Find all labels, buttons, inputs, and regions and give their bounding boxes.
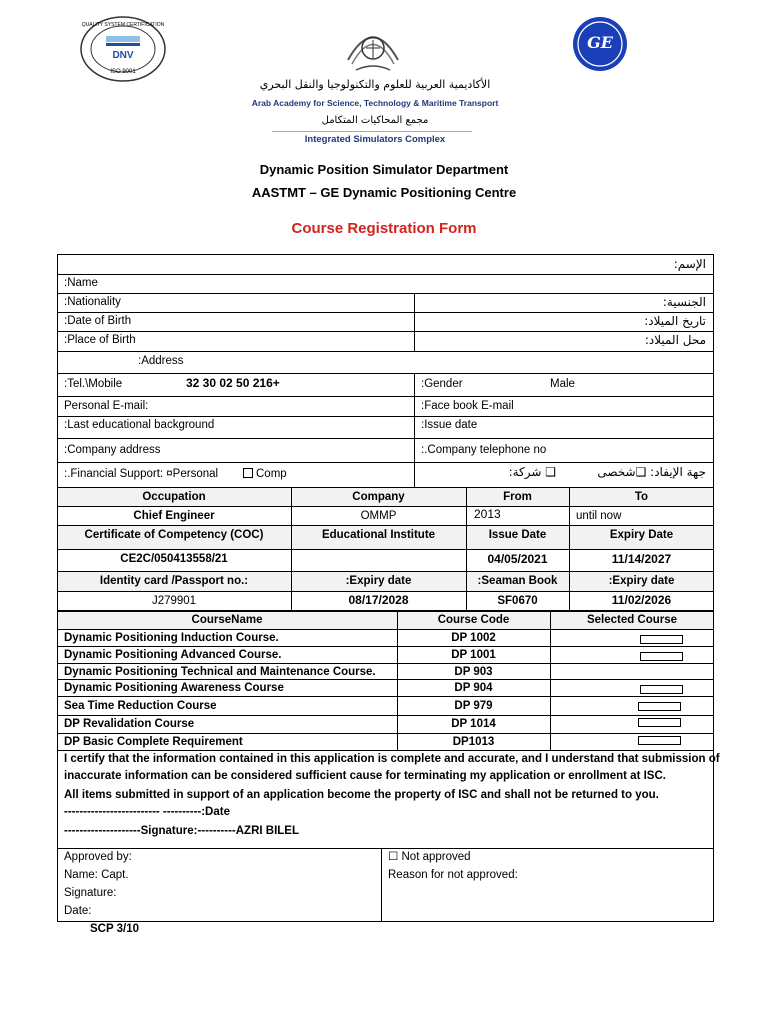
dob-label[interactable]: :Date of Birth [64,315,132,327]
name-arabic-label: الإسم: [673,257,706,271]
course-select-checkbox[interactable] [638,736,681,745]
course-code: DP 1002 [451,632,496,644]
from-header: From [503,491,532,503]
course-select-checkbox[interactable] [640,635,683,644]
course-name: Sea Time Reduction Course [64,700,217,712]
course-code: DP 904 [454,682,493,694]
centre-title: AASTMT – GE Dynamic Positioning Centre [251,185,517,200]
passport-expiry-value: 08/17/2028 [348,593,409,607]
company-address-label[interactable]: :Company address [64,444,161,456]
course-name: Dynamic Positioning Awareness Course [64,682,284,694]
course-name: DP Revalidation Course [64,718,195,730]
academy-emblem [338,20,408,75]
course-code: DP1013 [452,736,495,748]
dnv-top-text: QUALITY SYSTEM CERTIFICATION [81,22,165,28]
coc-expiry-date-value: 11/14/2027 [611,552,672,566]
expiry-date-header: Expiry Date [609,529,674,541]
name-label[interactable]: :Name [64,277,98,289]
approver-signature-label: Signature: [64,887,117,899]
signature-line[interactable]: --------------------Signature:----------AZRI BILEL [64,825,299,837]
complex-arabic-name: مجمع المحاكيات المتكامل [321,115,429,126]
coc-header: Certificate of Competency (COC) [84,529,264,541]
course-code: DP 979 [454,700,493,712]
course-name: DP Basic Complete Requirement [64,736,243,748]
company-arabic-option[interactable]: ❑ شركة: [508,465,556,479]
coc-issue-date-value: 04/05/2021 [487,552,548,566]
tel-value: 32 30 02 50 216+ [186,376,280,390]
course-select-checkbox[interactable] [640,652,683,661]
occupation-header: Occupation [142,491,206,503]
email-label[interactable]: Personal E-mail: [64,400,149,412]
pob-label[interactable]: :Place of Birth [64,334,136,346]
dnv-logo [78,14,168,84]
financial-arabic-label: جهة الإيفاد: ❑شخصى [597,465,706,479]
nationality-arabic-label: الجنسية: [662,295,706,309]
coc-value: CE2C/050413558/21 [120,553,228,565]
academy-english-name: Arab Academy for Science, Technology & Maritime Transport [251,98,499,108]
approval-block [57,848,714,922]
nationality-label[interactable]: :Nationality [64,296,121,308]
to-header: To [634,491,649,503]
issue-date-label[interactable]: :Issue date [421,419,478,431]
course-select-checkbox[interactable] [640,685,683,694]
course-code: DP 1001 [451,649,496,661]
dnv-text: DNV [112,50,134,61]
course-select-checkbox[interactable] [638,702,681,711]
gender-value: Male [550,378,575,390]
certification-text-3: All items submitted in support of an application become the property of ISC and shall not be returned to you. [64,789,659,801]
address-label[interactable]: :Address [138,355,184,367]
company-header: Company [352,491,405,503]
course-name: Dynamic Positioning Technical and Maintenance Course. [64,666,376,678]
comp-label: Comp [256,468,287,480]
approved-by-label: Approved by: [64,851,132,863]
course-select-checkbox[interactable] [638,718,681,727]
course-name-header: CourseName [191,614,263,626]
gender-label[interactable]: :Gender [421,378,463,390]
selected-course-header: Selected Course [586,614,678,626]
institute-header: Educational Institute [321,529,436,541]
not-approved-checkbox[interactable]: ☐ Not approved [388,851,471,863]
dnv-bottom-text: ISO 9001 [110,69,136,75]
occupation-value: Chief Engineer [133,510,215,522]
seaman-expiry-header: :Expiry date [608,575,675,587]
dob-arabic-label: تاريخ الميلاد: [644,314,706,328]
company-tel-label[interactable]: :.Company telephone no [421,444,547,456]
issue-date-header: Issue Date [488,529,547,541]
department-title: Dynamic Position Simulator Department [259,162,509,177]
seaman-book-value: SF0670 [497,595,538,607]
academy-arabic-name: الأكاديمية العربية للعلوم والتكنولوجيا والنقل البحري [259,78,491,91]
complex-divider [272,131,472,132]
seaman-book-header: :Seaman Book [477,575,558,587]
education-label[interactable]: :Last educational background [64,419,215,431]
comp-checkbox[interactable] [243,468,253,478]
company-value: OMMP [360,510,397,522]
passport-header: Identity card /Passport no.: [99,575,249,587]
course-name: Dynamic Positioning Advanced Course. [64,649,282,661]
course-code: DP 903 [454,666,493,678]
to-value: until now [576,510,622,522]
approval-date-label: Date: [64,905,92,917]
approver-name-label: Name: Capt. [64,869,129,881]
reason-not-approved-label: Reason for not approved: [388,869,518,881]
facebook-label[interactable]: :Face book E-mail [421,400,514,412]
form-code: SCP 3/10 [90,923,140,935]
pob-arabic-label: محل الميلاد: [644,333,706,347]
form-title: Course Registration Form [291,220,477,237]
complex-english-name: Integrated Simulators Complex [304,134,446,145]
course-code-header: Course Code [437,614,510,626]
passport-expiry-header: :Expiry date [345,575,412,587]
certification-text-1: I certify that the information contained in this application is complete and accurate, and I understand that submission of [64,753,720,765]
financial-support-label[interactable]: :.Financial Support: ¤Personal [64,468,219,480]
from-value: 2013 [474,507,501,521]
seaman-expiry-value: 11/02/2026 [611,593,672,607]
course-code: DP 1014 [451,718,496,730]
date-line[interactable]: ------------------------- ----------:Date [64,806,230,818]
passport-value: J279901 [151,595,197,607]
certification-text-2: inaccurate information can be considered sufficient cause for terminating my application or enrollment at ISC. [64,770,666,782]
ge-text: GE [587,33,613,52]
course-name: Dynamic Positioning Induction Course. [64,632,279,644]
tel-label[interactable]: :Tel.\Mobile [64,378,123,390]
ge-logo [572,16,628,72]
